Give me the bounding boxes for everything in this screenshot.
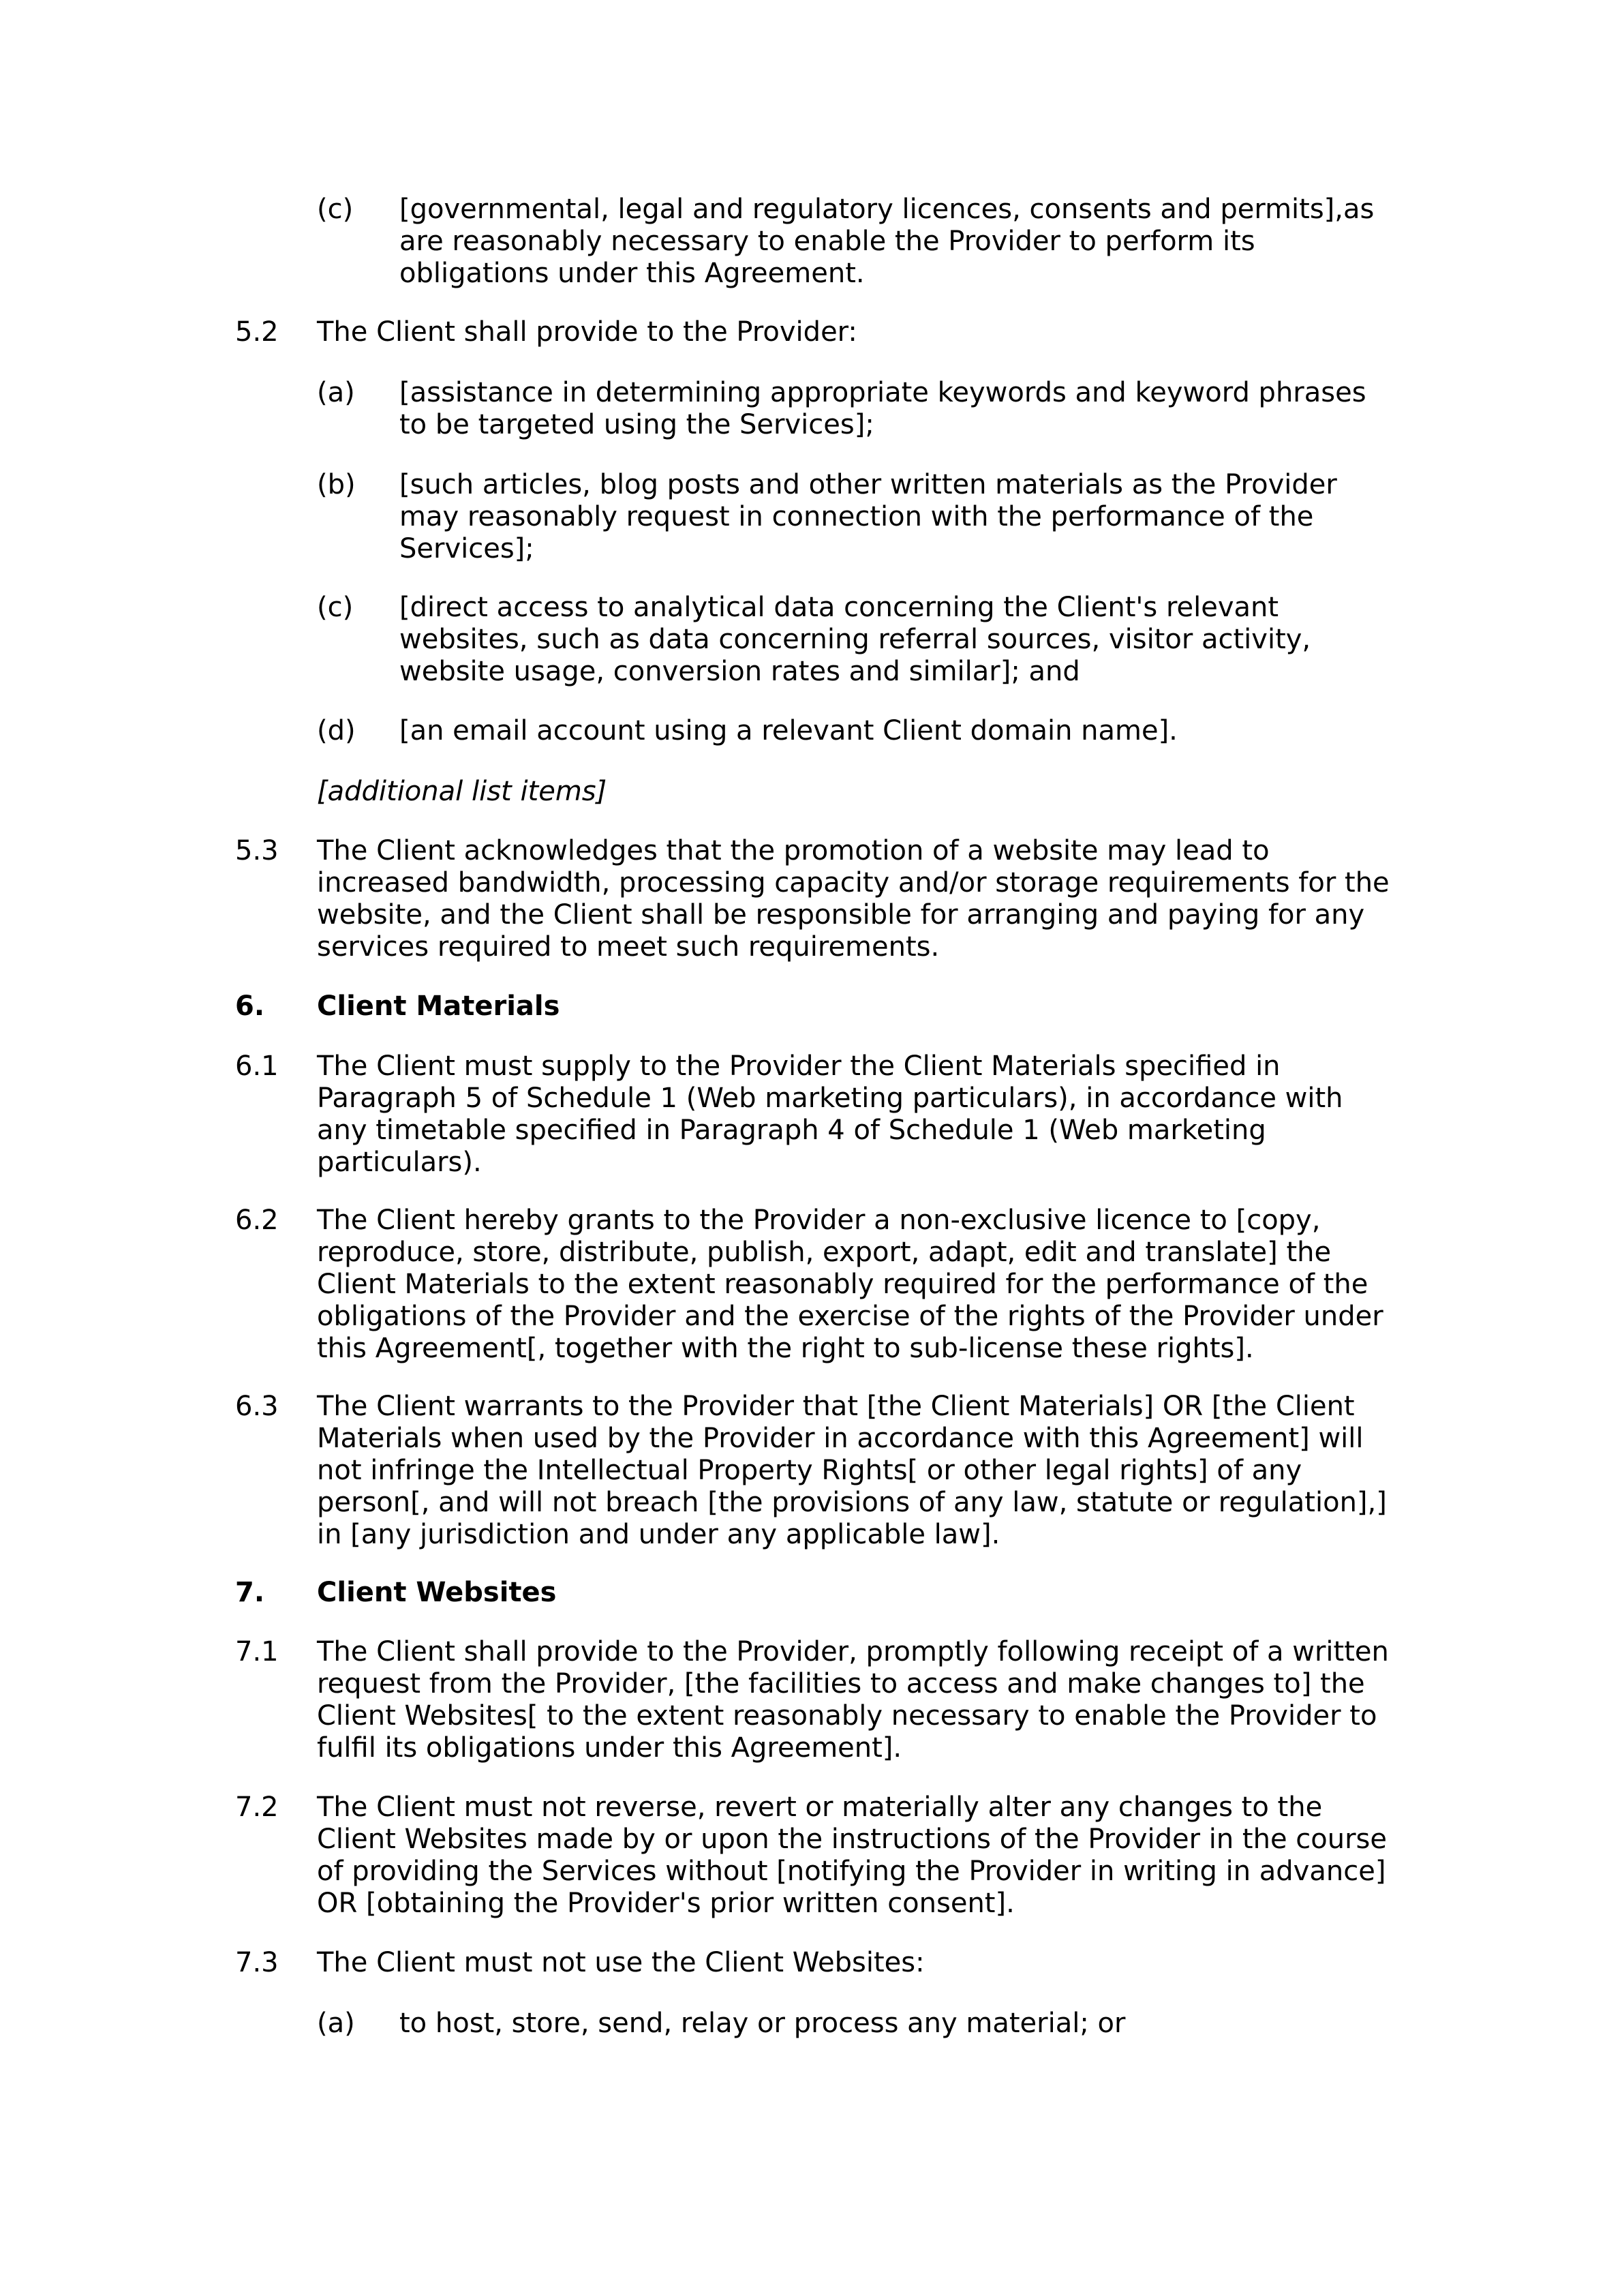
list-item-text: [assistance in determining appropriate keywords and keyword phrases to be targeted using the Services];: [399, 377, 1366, 440]
clause-text: The Client must not reverse, revert or materially alter any changes to the Client Websites made by or upon the instructions of the Provider in the course of providing the Services without [notifying the Provider in writing in advance] OR [obtaining the Provider's prior written consent].: [317, 1792, 1387, 1919]
list-item-label: (c): [317, 592, 354, 623]
list-item-text: [an email account using a relevant Client domain name].: [399, 715, 1178, 746]
section-title: Client Materials: [317, 991, 560, 1022]
list-item-label: (c): [317, 194, 354, 225]
list-item-text: to host, store, send, relay or process any material; or: [399, 2008, 1126, 2039]
clause-number: 7.2: [235, 1792, 279, 1823]
clause-number: 5.2: [235, 316, 279, 348]
note-text: [additional list items]: [317, 776, 607, 807]
section-number: 7.: [235, 1577, 265, 1608]
list-item-text: [direct access to analytical data concerning the Client's relevant websites, such as data concerning referral sources, visitor activity, website usage, conversion rates and similar]; and: [399, 592, 1311, 687]
list-item-label: (a): [317, 377, 355, 408]
clause-text: The Client shall provide to the Provider, promptly following receipt of a written request from the Provider, [the facilities to access and make changes to] the Client Websites[ to the extent reasonably necessary to enable the Provider to fulfil its obligations under this Agreement].: [317, 1636, 1389, 1764]
clause-number: 6.3: [235, 1391, 279, 1422]
list-item-label: (b): [317, 469, 356, 500]
clause-number: 6.2: [235, 1205, 279, 1236]
list-item-label: (d): [317, 715, 356, 746]
clause-text: The Client shall provide to the Provider:: [317, 316, 857, 348]
section-title: Client Websites: [317, 1577, 557, 1608]
clause-text: The Client must supply to the Provider the Client Materials specified in Paragraph 5 of Schedule 1 (Web marketing particulars), in accordance with any timetable specified in Paragraph 4 of Schedule 1 (Web marketing particulars).: [317, 1051, 1343, 1178]
clause-number: 7.3: [235, 1947, 279, 1978]
clause-number: 7.1: [235, 1636, 279, 1667]
clause-text: The Client hereby grants to the Provider a non-exclusive licence to [copy, reproduce, store, distribute, publish, export, adapt, edit and translate] the Client Materials to the extent reasonably required for the performance of the obligations of the Provider and the exercise of the rights of the Provider under this Agreement[, together with the right to sub-license these rights].: [317, 1205, 1383, 1364]
clause-text: The Client acknowledges that the promotion of a website may lead to increased bandwidth, processing capacity and/or storage requirements for the website, and the Client shall be responsible for arranging and paying for any services required to meet such requirements.: [317, 835, 1390, 963]
list-item-text: [such articles, blog posts and other written materials as the Provider may reasonably request in connection with the performance of the Services];: [399, 469, 1337, 564]
list-item-label: (a): [317, 2008, 355, 2039]
clause-text: The Client warrants to the Provider that [the Client Materials] OR [the Client Materials when used by the Provider in accordance with this Agreement] will not infringe the Intellectual Property Rights[ or other legal rights] of any person[, and will not breach [the provisions of any law, statute or regulation],] in [any jurisdiction and under any applicable law].: [317, 1391, 1387, 1550]
list-item-text: [governmental, legal and regulatory licences, consents and permits],as are reasonably necessary to enable the Provider to perform its obligations under this Agreement.: [399, 194, 1375, 289]
clause-number: 6.1: [235, 1051, 279, 1082]
section-number: 6.: [235, 991, 265, 1022]
clause-text: The Client must not use the Client Websites:: [317, 1947, 925, 1978]
clause-number: 5.3: [235, 835, 279, 866]
